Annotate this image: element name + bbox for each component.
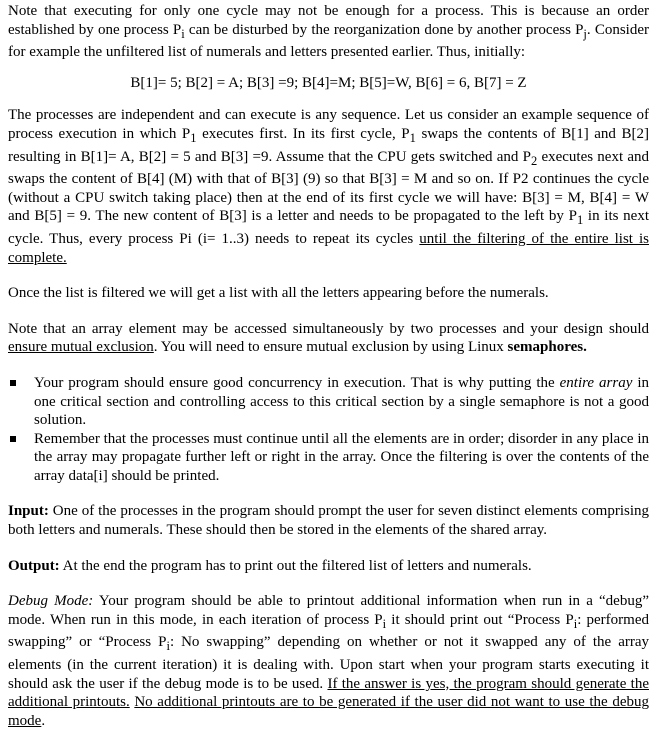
paragraph-debug-mode: Debug Mode: Your program should be able to printout additional information when run in a “debug” mode. When run in this mode, in each iteration of process $P_i$ it should print out “Process $P_i$: performed swapping” or “Process $P_i$: No swapping” depending on whether or not it swapped any of the array elements (in the current iteration) it is dealing with. Upon start when your program starts executing it should ask the user if the debug mode is to be used. If the answer is yes, the program should generate the additional printouts. No additional printouts are to be generated if the user did not want to use the debug mode. [8, 593, 649, 729]
input-label: Input: [8, 503, 49, 520]
paragraph-order-disturbance: Note that executing for only one cycle may not be enough for a process. This is because an order established by one process $P_i$ can be disturbed by the reorganization done by another process $P_j$. Consider for example the unfiltered list of numerals and letters presented earlier. Thus, initially: [8, 3, 649, 61]
paragraph-input: Input: One of the processes in the program should prompt the user for seven distinct elements comprising both letters and numerals. These should then be stored in the elements of the shared array. [8, 503, 649, 539]
requirements-bullet-list [8, 374, 649, 486]
list-item: Remember that the processes must continue until all the elements are in order; disorder in any place in the array may propagate further left or right in the array. Once the filtering is over the contents of the array data[i] should be printed. [8, 430, 649, 486]
underlined-mutual-exclusion: ensure mutual exclusion [8, 339, 154, 356]
paragraph-filtered-result: Once the list is filtered we will get a list with all the letters appearing before the numerals. [8, 285, 549, 302]
output-label: Output: [8, 557, 60, 574]
initial-array-equation: B[1]= 5; B[2] = A; B[3] =9; B[4]=M; B[5]=W, B[6] = 6, B[7] = Z [130, 74, 527, 91]
square-bullet-icon [10, 380, 16, 386]
underlined-answer-yes: If the answer is yes, the program should generate the additional printouts. [8, 675, 649, 711]
list-item: Your program should ensure good concurrency in execution. That is why putting the entire array in one critical section and controlling access to this critical section by a single semaphore is not a good solution. [8, 374, 649, 430]
paragraph-output: Output: At the end the program has to print out the filtered list of letters and numerals. [8, 557, 532, 574]
paragraph-mutual-exclusion: Note that an array element may be accessed simultaneously by two processes and your design should ensure mutual exclusion. You will need to ensure mutual exclusion by using Linux semaphores. [8, 320, 649, 356]
bold-semaphores: semaphores. [507, 339, 587, 356]
paragraph-example-sequence: The processes are independent and can execute is any sequence. Let us consider an example sequence of process execution in which $P_1$ executes first. In its first cycle, $P_1$ swaps the contents of B[1] and B[2] resulting in B[1]= A, B[2] = 5 and B[3] =9. Assume that the CPU gets switched and $P_2$ executes next and swaps the content of B[4] (M) with that of B[3] (9) so that B[3] = M and so on. If P2 continues the cycle (without a CPU switch taking place) then at the end of its first cycle we will have: B[3] = M, B[4] = W and B[5] = 9. The new content of B[3] is a letter and needs to be propagated to the left by $P_1$ in its next cycle. Thus, every process Pi (i= 1..3) needs to repeat its cycles until the filtering of the entire list is complete. [8, 107, 650, 266]
square-bullet-icon [10, 436, 16, 442]
debug-mode-label: Debug Mode: [8, 593, 94, 610]
underlined-until-complete: until the filtering of the entire list is complete. [8, 230, 649, 266]
underlined-no-printouts: No additional printouts are to be generated if the user did not want to use the debug mode [8, 694, 649, 729]
